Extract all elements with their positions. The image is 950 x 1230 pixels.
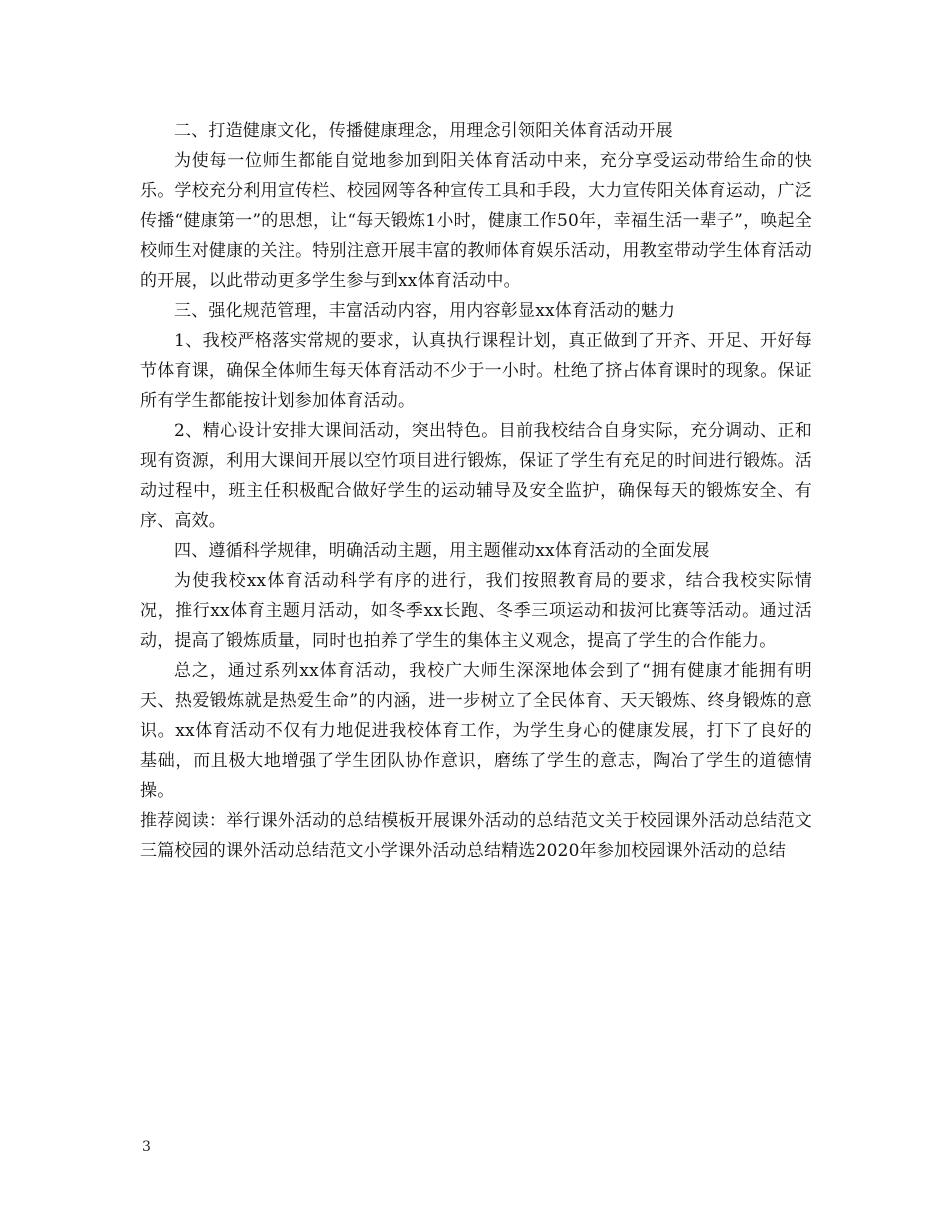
- paragraph-item-1: 1、我校严格落实常规的要求，认真执行课程计划，真正做到了开齐、开足、开好每节体育课，确保全体师生每天体育活动不少于一小时。杜绝了挤占体育课时的现象。保证所有学生都能按计划参加体育活动。: [140, 331, 812, 411]
- section-heading-3: 三、强化规范管理，丰富活动内容，用内容彰显xx体育活动的魅力: [174, 301, 676, 321]
- paragraph-conclusion: 总之，通过系列xx体育活动，我校广大师生深深地体会到了“拥有健康才能拥有明天、热爱锻炼就是热爱生命”的内涵，进一步树立了全民体育、天天锻炼、终身锻炼的意识。xx体育活动不仅有力地促进我校体育工作，为学生身心的健康发展，打下了良好的基础，而且极大地增强了学生团队协作意识，磨练了学生的意志，陶冶了学生的道德情操。: [140, 661, 812, 801]
- document-body: [140, 116, 812, 866]
- paragraph-promotion: 为使每一位师生都能自觉地参加到阳关体育活动中来，充分享受运动带给生命的快乐。学校充分利用宣传栏、校园网等各种宣传工具和手段，大力宣传阳关体育运动，广泛传播“健康第一”的思想，让“每天锻炼1小时，健康工作50年，幸福生活一辈子”，唤起全校师生对健康的关注。特别注意开展丰富的教师体育娱乐活动，用教室带动学生体育活动的开展，以此带动更多学生参与到xx体育活动中。: [140, 151, 812, 291]
- paragraph-item-2: 2、精心设计安排大课间活动，突出特色。目前我校结合自身实际，充分调动、正和现有资源，利用大课间开展以空竹项目进行锻炼，保证了学生有充足的时间进行锻炼。活动过程中，班主任积极配合做好学生的运动辅导及安全监护，确保每天的锻炼安全、有序、高效。: [140, 421, 812, 531]
- section-heading-4: 四、遵循科学规律，明确活动主题，用主题催动xx体育活动的全面发展: [174, 541, 710, 561]
- recommended-reading: 推荐阅读：举行课外活动的总结模板开展课外活动的总结范文关于校园课外活动总结范文三篇校园的课外活动总结范文小学课外活动总结精选2020年参加校园课外活动的总结: [140, 811, 812, 861]
- paragraph-theme-month: 为使我校xx体育活动科学有序的进行，我们按照教育局的要求，结合我校实际情况，推行xx体育主题月活动，如冬季xx长跑、冬季三项运动和拔河比赛等活动。通过活动，提高了锻炼质量，同时也拍养了学生的集体主义观念，提高了学生的合作能力。: [140, 571, 812, 651]
- section-heading-2: 二、打造健康文化，传播健康理念，用理念引领阳关体育活动开展: [174, 121, 673, 141]
- page-number: 3: [142, 1139, 151, 1155]
